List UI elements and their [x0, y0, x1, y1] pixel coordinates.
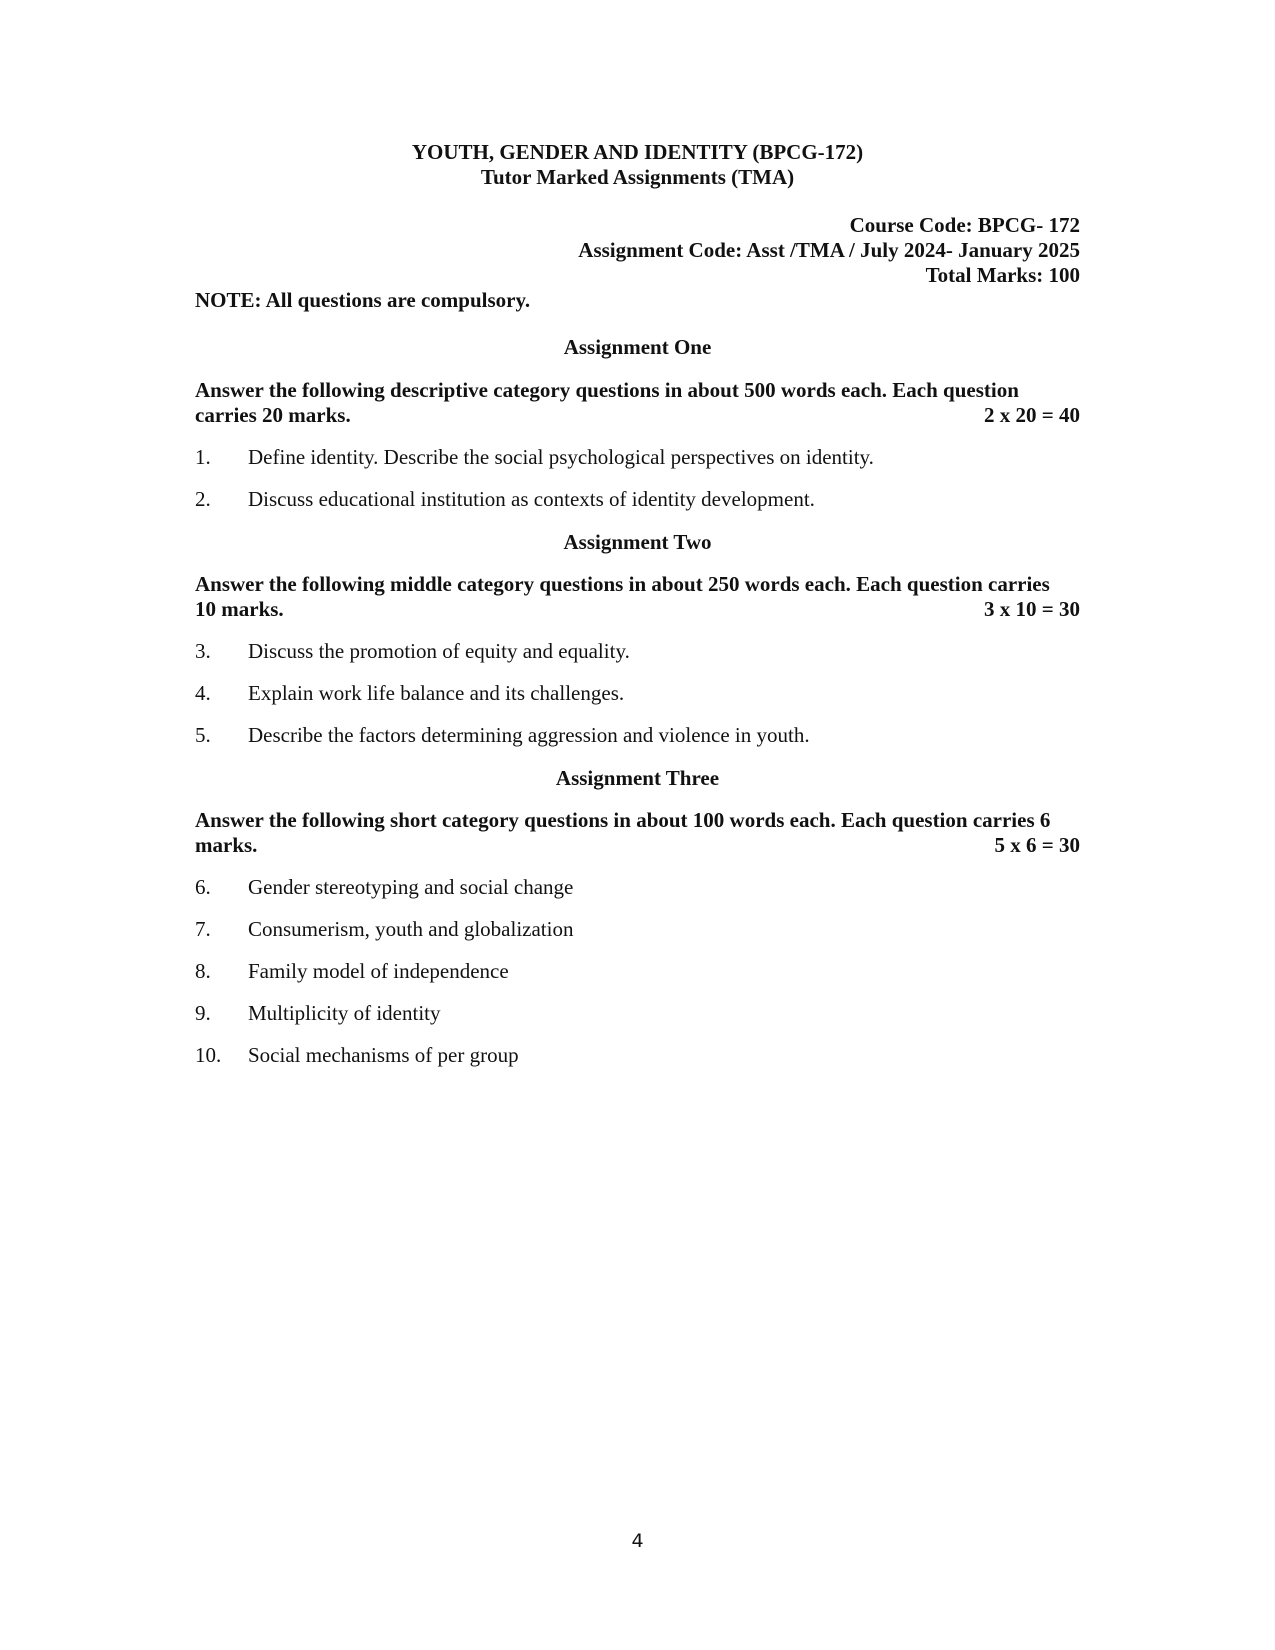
question-text: Family model of independence: [248, 959, 509, 983]
question-item: [195, 639, 1080, 664]
instruction-line: [195, 403, 1080, 428]
course-code: Course Code: BPCG- 172: [849, 213, 1080, 237]
marks-allocation: 5 x 6 = 30: [994, 833, 1080, 857]
instruction-line: [195, 597, 1080, 622]
instruction-text: Answer the following descriptive category questions in about 500 words each. Each question: [195, 378, 1019, 402]
question-item: [195, 445, 1080, 470]
section-instruction-two: [195, 572, 1080, 622]
document-title: YOUTH, GENDER AND IDENTITY (BPCG-172): [411, 140, 864, 164]
question-item: [195, 959, 1080, 984]
instruction-text: Answer the following short category questions in about 100 words each. Each question carries 6: [195, 808, 1051, 832]
instruction-text: carries 20 marks.: [195, 403, 351, 427]
question-text: Discuss the promotion of equity and equality.: [248, 639, 630, 663]
question-number: 10.: [195, 1043, 222, 1067]
section-heading-one: Assignment One: [563, 335, 712, 359]
question-number: 5.: [195, 723, 211, 747]
question-number: 4.: [195, 681, 211, 705]
question-item: [195, 875, 1080, 900]
total-marks: Total Marks: 100: [925, 263, 1080, 287]
question-number: 9.: [195, 1001, 211, 1025]
page-number: 4: [631, 1530, 644, 1552]
question-number: 8.: [195, 959, 211, 983]
question-text: Social mechanisms of per group: [248, 1043, 519, 1067]
instruction-line: [195, 572, 1080, 597]
section-heading-three: Assignment Three: [555, 766, 720, 790]
question-number: 1.: [195, 445, 211, 469]
question-text: Define identity. Describe the social psychological perspectives on identity.: [248, 445, 874, 469]
section-instruction-three: [195, 808, 1080, 858]
marks-allocation: 3 x 10 = 30: [984, 597, 1080, 621]
assignment-code: Assignment Code: Asst /TMA / July 2024- January 2025: [578, 238, 1080, 262]
instruction-text: 10 marks.: [195, 597, 284, 621]
note: NOTE: All questions are compulsory.: [195, 288, 531, 312]
instruction-line: [195, 833, 1080, 858]
question-number: 7.: [195, 917, 211, 941]
question-item: [195, 681, 1080, 706]
question-item: [195, 487, 1080, 512]
instruction-line: [195, 808, 1080, 833]
question-text: Consumerism, youth and globalization: [248, 917, 574, 941]
instruction-line: [195, 378, 1080, 403]
question-item: [195, 1043, 1080, 1068]
question-item: [195, 1001, 1080, 1026]
document-content: [195, 140, 1080, 1068]
instruction-text: marks.: [195, 833, 258, 857]
instruction-text: Answer the following middle category questions in about 250 words each. Each question carries: [195, 572, 1050, 596]
question-text: Multiplicity of identity: [248, 1001, 441, 1025]
question-number: 6.: [195, 875, 211, 899]
question-number: 3.: [195, 639, 211, 663]
section-instruction-one: [195, 378, 1080, 428]
question-text: Discuss educational institution as contexts of identity development.: [248, 487, 815, 511]
question-item: [195, 723, 1080, 748]
question-item: [195, 917, 1080, 942]
section-heading-two: Assignment Two: [563, 530, 712, 554]
question-text: Gender stereotyping and social change: [248, 875, 574, 899]
meta-block: [195, 213, 1080, 288]
marks-allocation: 2 x 20 = 40: [984, 403, 1080, 427]
question-text: Describe the factors determining aggression and violence in youth.: [248, 723, 810, 747]
question-text: Explain work life balance and its challenges.: [248, 681, 625, 705]
question-number: 2.: [195, 487, 211, 511]
document-subtitle: Tutor Marked Assignments (TMA): [480, 165, 795, 189]
